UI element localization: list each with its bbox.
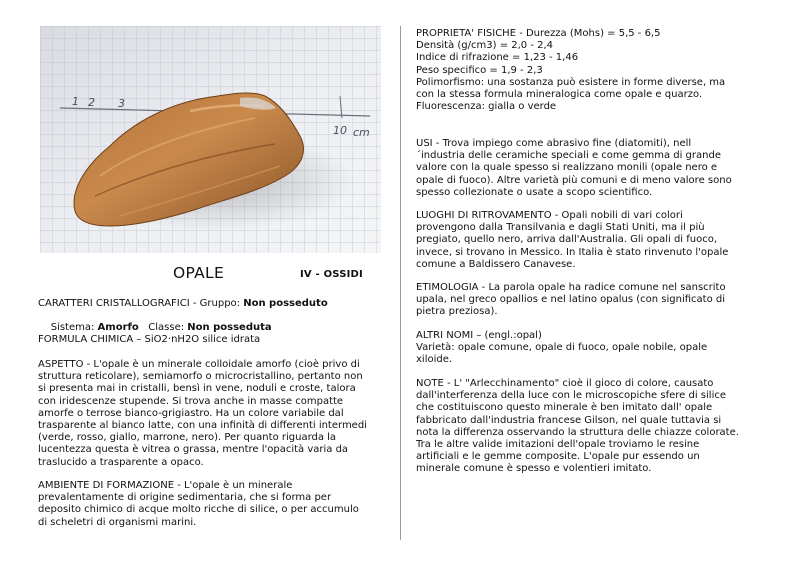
paragraph-line: USI - Trova impiego come abrasivo fine (diatomiti), nell [416, 138, 692, 149]
paragraph-line: AMBIENTE DI FORMAZIONE - L'opale è un minerale [38, 480, 293, 491]
paragraph-line: comune a Baldissero Canavese. [416, 258, 576, 270]
paragraph-line: fabbricato dall'industria francese Gilson, nel quale tuttavia si [416, 414, 722, 426]
paragraph-line: con iridescenze stupende. Si trova anche in masse compatte [38, 395, 344, 407]
paragraph-line: si presenta mai in cristalli, bensì in vene, noduli e croste, talora [38, 383, 356, 395]
paragraph-line: trasparente al bianco latte, con una infinità di differenti intermedi [38, 420, 367, 432]
paragraph-line: Indice di rifrazione = 1,23 - 1,46 [416, 52, 579, 64]
paragraph-line: NOTE - L' "Arlecchinamento" cioè il gioco di colore, causato [416, 378, 714, 389]
paragraph-line: di scheletri di organismi marini. [38, 516, 197, 528]
aspetto-section [38, 359, 386, 469]
paragraph-line: (verde, rosso, giallo, marrone, nero). Per quanto riguarda la [38, 432, 337, 444]
paragraph-line: deposito chimico di acque molto ricche di silice, o per accumulo [38, 504, 359, 516]
paragraph-line: Tra le altre valide imitazioni dell'opale troviamo le resine [416, 439, 700, 451]
luoghi-section [416, 210, 764, 271]
paragraph-line: provengono dalla Transilvania e dagli Stati Uniti, ma il più [416, 222, 705, 234]
sistema-label: Sistema: [50, 322, 98, 334]
paragraph-line: Densità (g/cm3) = 2,0 - 2,4 [416, 40, 554, 52]
paragraph-line: ETIMOLOGIA - La parola opale ha radice comune nel sanscrito [416, 282, 726, 293]
paragraph-line: invece, si trovano in Messico. In Italia è stato rinvenuto l'opale [416, 246, 729, 258]
sistema-value: Amorfo [97, 322, 139, 334]
paragraph-line: dall'interferenza della luce con le microscopiche sfere di silice [416, 390, 726, 402]
ruler-label-10: 10 [333, 124, 347, 137]
formula-text: FORMULA CHIMICA – SiO2·nH2O silice idrata [38, 334, 261, 345]
paragraph-line: lucentezza questa è vitrea o grassa, mentre l'opacità varia da [38, 444, 349, 456]
paragraph-line: ´industria delle ceramiche speciali e come gemma di grande [416, 150, 721, 162]
altri-nomi-section [416, 330, 764, 367]
ruler-label-3: 3 [118, 97, 125, 110]
paragraph-line: Varietà: opale comune, opale di fuoco, opale nobile, opale [416, 342, 708, 354]
caratteri-label: CARATTERI CRISTALLOGRAFICI - Gruppo: [38, 298, 244, 309]
paragraph-line: valore con la quale spesso si realizzano monili (opale nero e [416, 162, 718, 174]
paragraph-line: prevalentamente di origine sedimentaria, che si forma per [38, 492, 332, 504]
title-row [38, 264, 383, 286]
caratteri-line-1 [38, 298, 386, 310]
mineral-class: IV - OSSIDI [300, 269, 363, 280]
paragraph-line: con la stessa formula mineralogica come opale e quarzo. [416, 89, 703, 101]
etimologia-section [416, 282, 764, 319]
classe-label: Classe: [138, 322, 188, 334]
paragraph-line: pietra preziosa). [416, 306, 498, 318]
paragraph-line: opale di fuoco). Altre varietà più comuni e di meno valore sono [416, 174, 732, 186]
paragraph-line: nota la differenza osservando la struttura delle chiazze colorate. [416, 426, 739, 438]
paragraph-line: minerale comune è spesso e volentieri imitato. [416, 463, 652, 475]
specimen-image [40, 26, 381, 253]
paragraph-line: ALTRI NOMI – (engl.:opal) [416, 330, 542, 341]
paragraph-line: pregiato, quello nero, arriva dall'Australia. Gli opali di fuoco, [416, 234, 718, 246]
paragraph-line: amorfe o terrose bianco-grigiastro. Ha un colore variabile dal [38, 407, 344, 419]
paragraph-line: ASPETTO - L'opale è un minerale colloidale amorfo (cioè privo di [38, 359, 360, 370]
ambiente-section [38, 480, 386, 529]
classe-value: Non posseduta [187, 322, 272, 334]
paragraph-line: traslucido a trasparente a opaco. [38, 456, 204, 468]
paragraph-line: Peso specifico = 1,9 - 2,3 [416, 64, 543, 76]
paragraph-line: struttura reticolare), semiamorfo o microcristallino, pertanto non [38, 371, 363, 383]
proprieta-section [416, 28, 764, 113]
paragraph-line: Polimorfismo: una sostanza può esistere in forme diverse, ma [416, 76, 726, 88]
ruler-label-2: 2 [88, 96, 95, 109]
ruler-label-cm: cm [353, 126, 370, 139]
gruppo-value: Non posseduto [243, 298, 328, 309]
column-divider [400, 26, 401, 540]
paragraph-line: LUOGHI DI RITROVAMENTO - Opali nobili di vari colori [416, 210, 683, 221]
note-section [416, 378, 764, 476]
usi-section [416, 138, 764, 199]
paragraph-line: upala, nel greco opallios e nel latino opalus (con significato di [416, 294, 726, 306]
paragraph-line: xiloide. [416, 354, 453, 366]
paragraph-line: Fluorescenza: gialla o verde [416, 101, 557, 113]
paragraph-line: artificiali e le gemme composite. L'opale pur essendo un [416, 451, 700, 463]
ruler-label-1: 1 [72, 95, 79, 108]
paragraph-line: spesso collezionate o usate a scopo scientifico. [416, 186, 653, 198]
paragraph-line: che costituiscono questo minerale è ben imitato dall' opale [416, 402, 713, 414]
formula-section [38, 334, 386, 346]
mineral-name: OPALE [173, 264, 225, 282]
specimen-photo [40, 26, 381, 253]
paragraph-line: PROPRIETA' FISICHE - Durezza (Mohs) = 5,5 - 6,5 [416, 28, 661, 39]
